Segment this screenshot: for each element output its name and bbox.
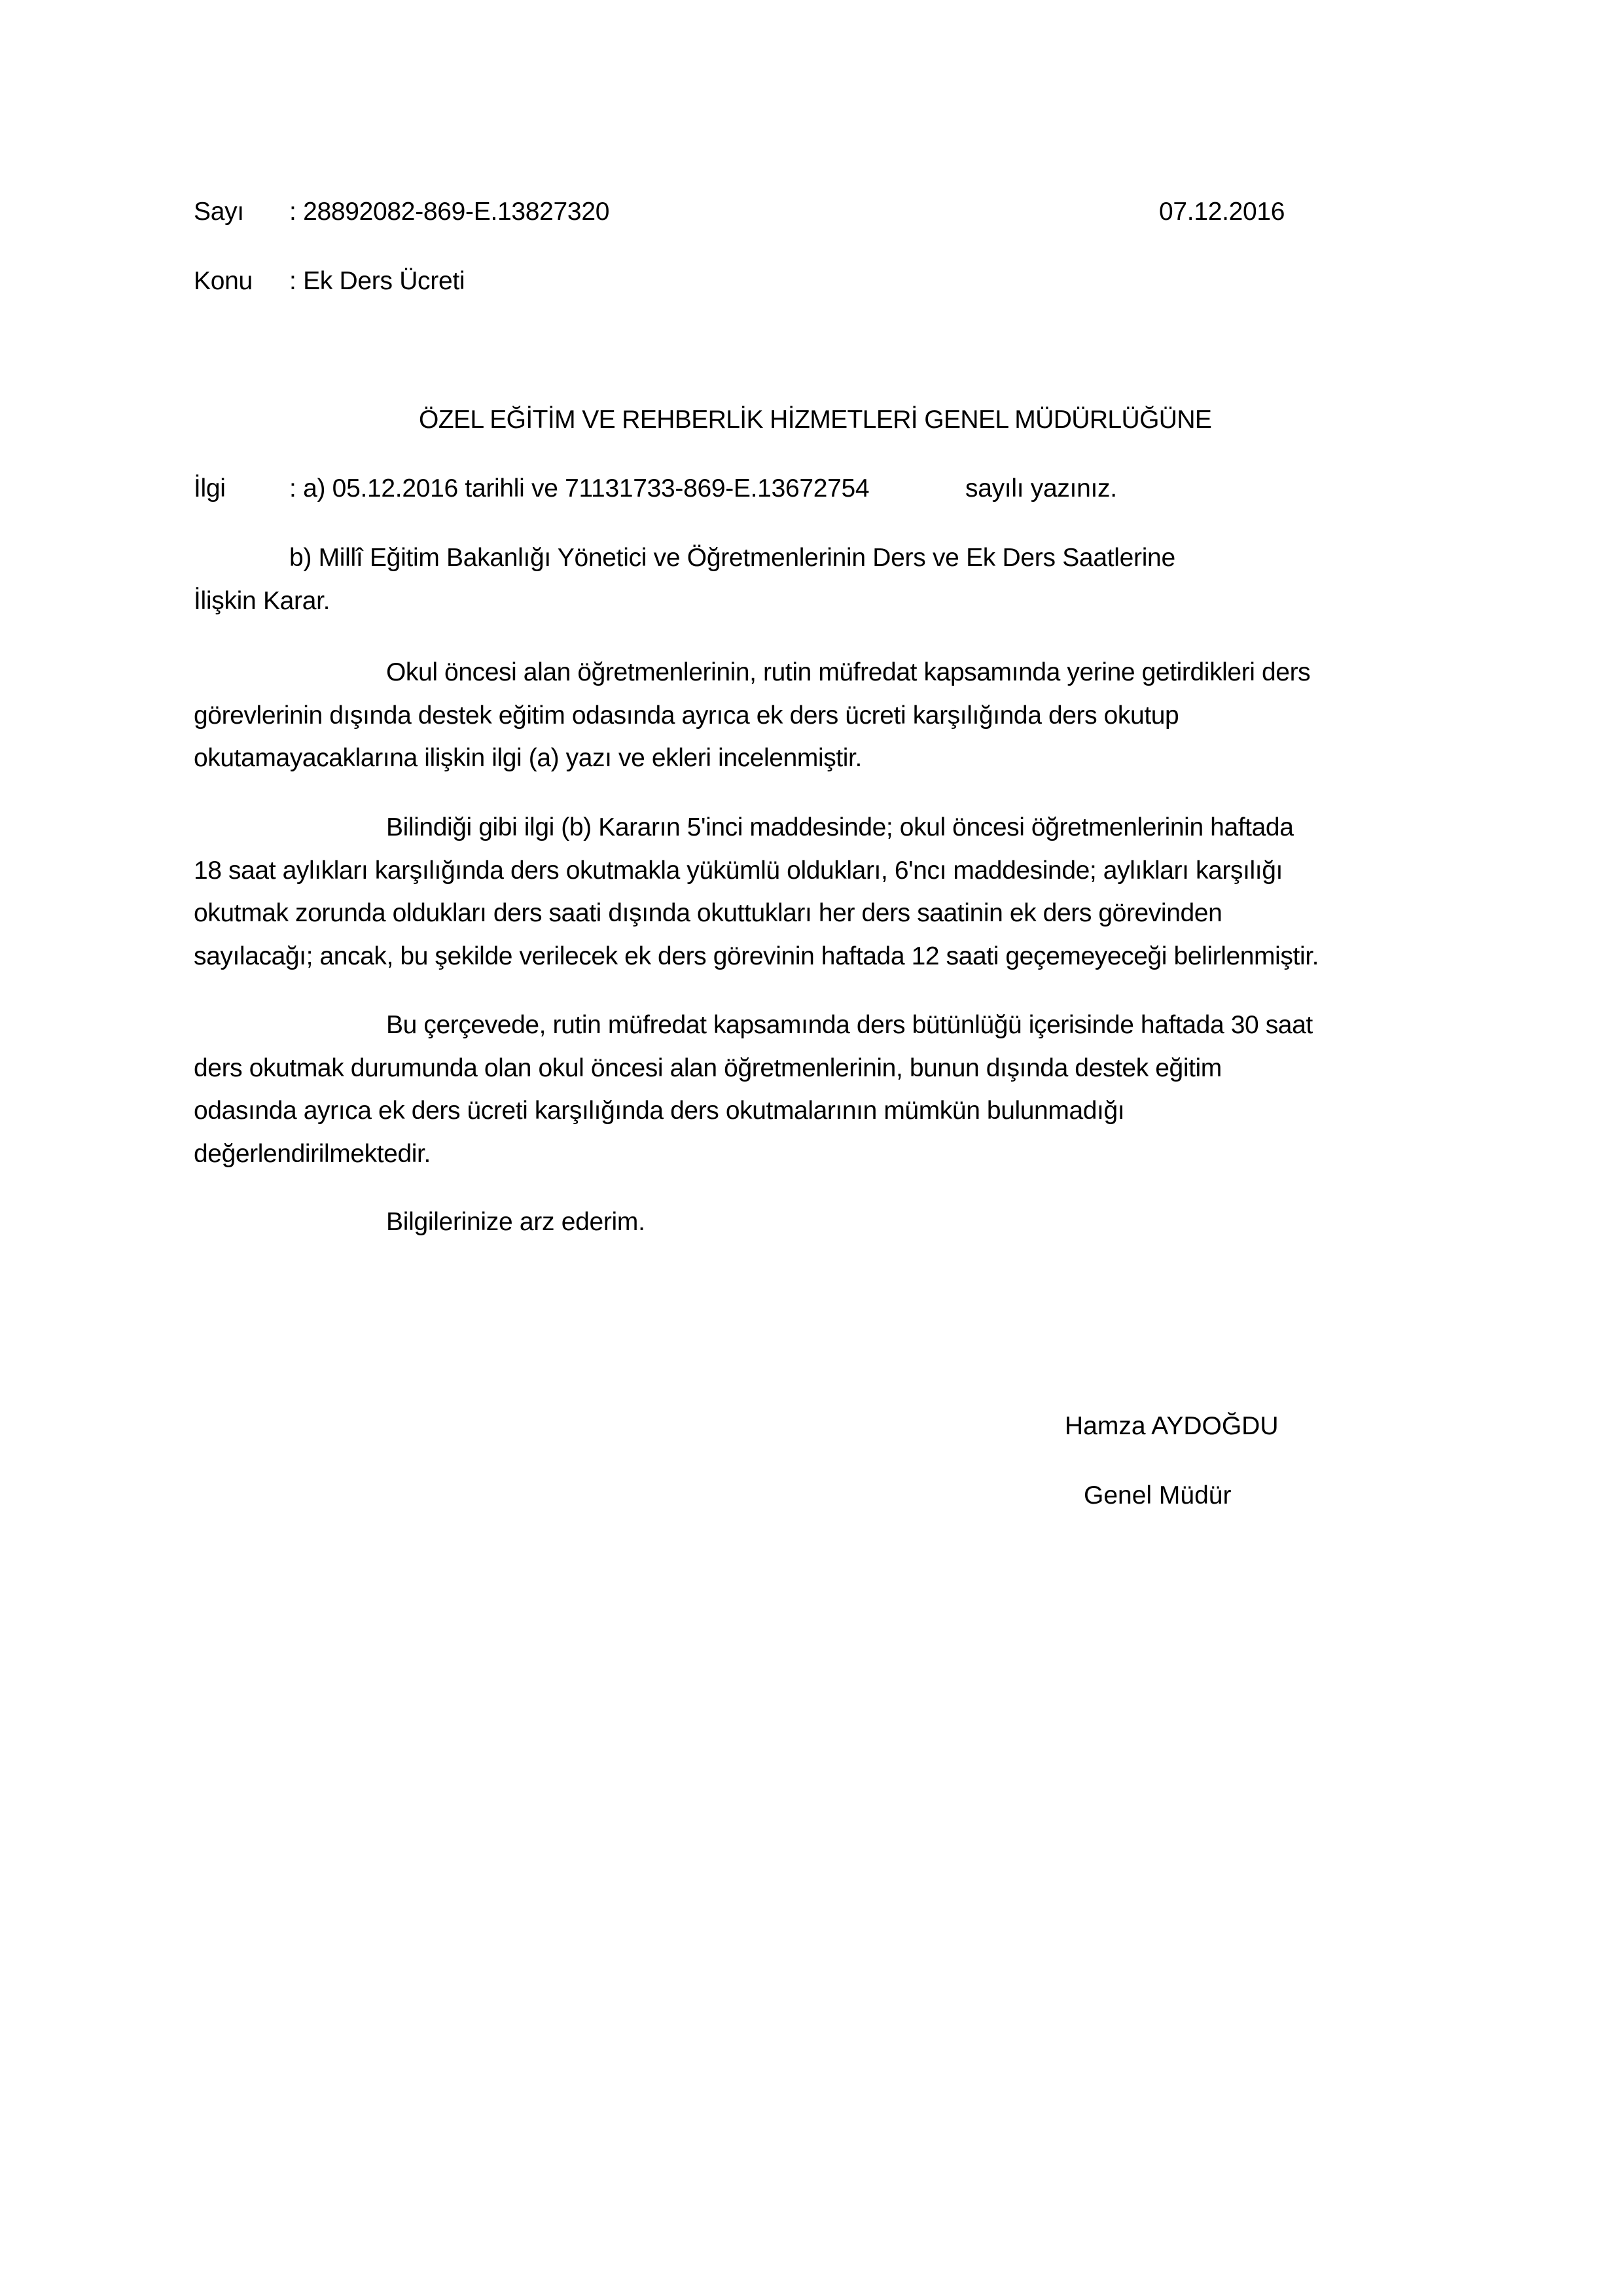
signatory-title: Genel Müdür [1084, 1481, 1232, 1510]
paragraph-line: okutamayacaklarına ilişkin ilgi (a) yazı ve ekleri incelenmiştir. [194, 744, 862, 772]
closing-sentence: Bilgilerinize arz ederim. [386, 1208, 645, 1236]
konu-value: : Ek Ders Ücreti [289, 267, 465, 295]
addressee: ÖZEL EĞİTİM VE REHBERLİK HİZMETLERİ GENEL MÜDÜRLÜĞÜNE [419, 406, 1212, 434]
sayi-value: : 28892082-869-E.13827320 [289, 198, 610, 226]
paragraph-line: görevlerinin dışında destek eğitim odasında ayrıca ek ders ücreti karşılığında ders okutup [194, 701, 1179, 730]
paragraph-line: Okul öncesi alan öğretmenlerinin, rutin müfredat kapsamında yerine getirdikleri ders [386, 658, 1311, 686]
ilgi-a: : a) 05.12.2016 tarihli ve 71131733-869-E.13672754 [289, 474, 870, 503]
paragraph-line: Bilindiği gibi ilgi (b) Kararın 5'inci maddesinde; okul öncesi öğretmenlerinin haftada [386, 813, 1294, 841]
paragraph-line: okutmak zorunda oldukları ders saati dışında okuttukları her ders saatinin ek ders görevinden [194, 899, 1222, 927]
paragraph-line: Bu çerçevede, rutin müfredat kapsamında ders bütünlüğü içerisinde haftada 30 saat [386, 1011, 1313, 1039]
paragraph-line: odasında ayrıca ek ders ücreti karşılığında ders okutmalarının mümkün bulunmadığı [194, 1097, 1125, 1125]
sayi-label: Sayı [194, 198, 244, 226]
paragraph-line: 18 saat aylıkları karşılığında ders okutmakla yükümlü oldukları, 6'ncı maddesinde; aylıkları karşılığı [194, 857, 1283, 885]
paragraph-line: ders okutmak durumunda olan okul öncesi alan öğretmenlerinin, bunun dışında destek eğitim [194, 1054, 1222, 1082]
document-date: 07.12.2016 [1159, 198, 1285, 226]
ilgi-b-line1: b) Millî Eğitim Bakanlığı Yönetici ve Öğretmenlerinin Ders ve Ek Ders Saatlerine [289, 544, 1175, 572]
paragraph-line: sayılacağı; ancak, bu şekilde verilecek ek ders görevinin haftada 12 saati geçemeyeceği belirlenmiştir. [194, 942, 1319, 970]
ilgi-label: İlgi [194, 474, 226, 503]
konu-label: Konu [194, 267, 253, 295]
ilgi-b-line2: İlişkin Karar. [194, 587, 330, 615]
signatory-name: Hamza AYDOĞDU [1065, 1412, 1279, 1440]
paragraph-line: değerlendirilmektedir. [194, 1140, 431, 1168]
ilgi-a-suffix: sayılı yazınız. [965, 474, 1117, 503]
